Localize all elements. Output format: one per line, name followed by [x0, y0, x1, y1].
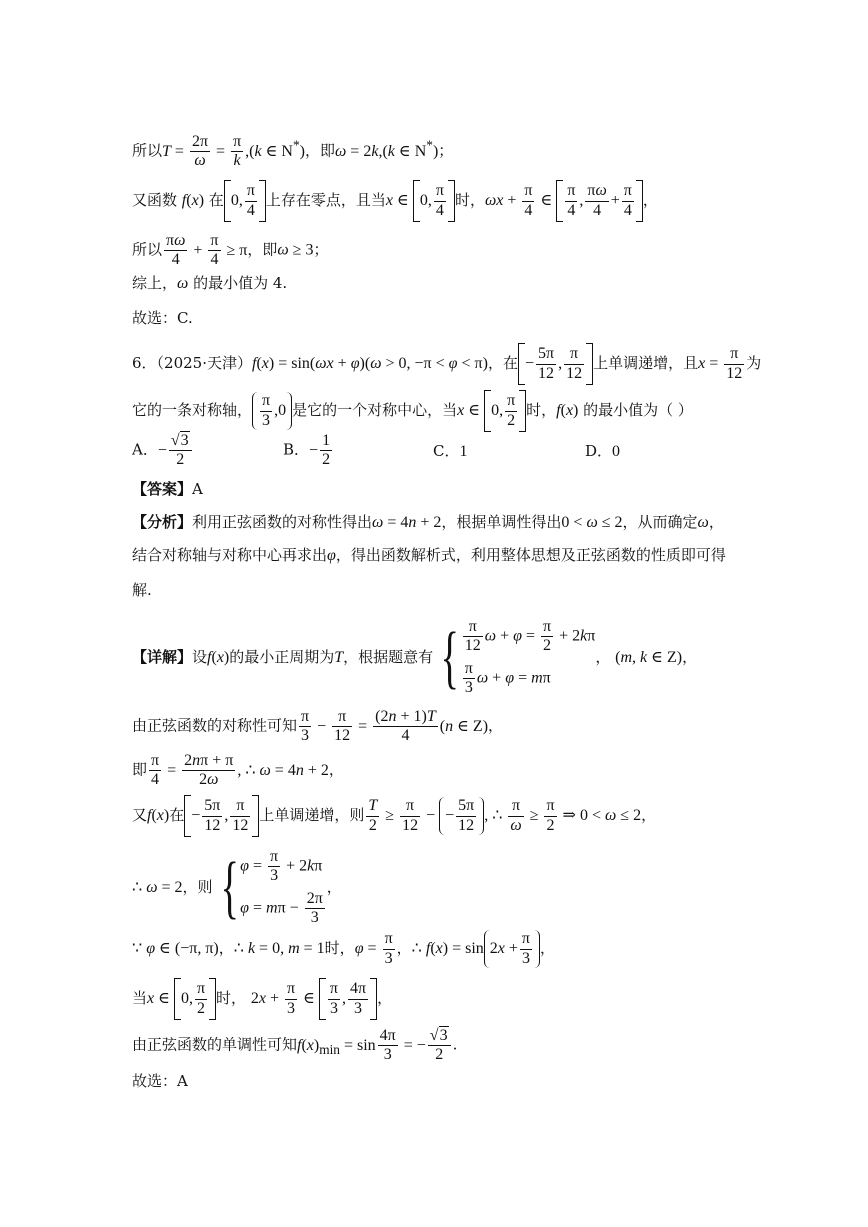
text: 在	[169, 806, 185, 824]
text: 即	[132, 760, 148, 779]
solution-line-omega-bound: 所以 $\frac{\pi\omega}{4}$ + $\frac{\pi}{4}$ ≥ π，即ω ≥ 3；	[132, 232, 329, 269]
text: ，	[595, 647, 611, 666]
analysis-line-2: 结合对称轴与对称中心再求出φ，得出函数解析式，利用整体思想及正弦函数的性质即可得	[132, 546, 726, 564]
answer-value: A	[192, 480, 203, 498]
text: ，即	[247, 240, 278, 259]
text: 所以	[132, 240, 163, 259]
detail-line-5: ∴ ω = 2，则 { φ = $\frac{\pi}{3}$ + 2kπ φ = mπ − $\frac{2\pi}{3}$ ，	[132, 848, 342, 927]
text: 综上，	[132, 274, 178, 292]
text: 上存在零点，且当	[265, 191, 386, 209]
detail-line-3: 即 $\frac{\pi}{4}$ = $\frac{2n\pi + \pi}{2\omega}$ , ∴ ω = 4n + 2，	[132, 752, 344, 789]
choice-line	[132, 306, 768, 330]
text: ，得出函数解析式，利用整体思想及正弦函数的性质即可得	[335, 546, 726, 564]
text: ，根据题意有	[343, 647, 434, 666]
text: 设	[192, 647, 208, 666]
text: ，	[642, 191, 658, 209]
text: 时，	[216, 989, 247, 1007]
equation-system: { $\frac{\pi}{12}$ ω + φ = $\frac{\pi}{2}$ + 2kπ $\frac{\pi}{3}$ ω + φ = mπ	[440, 618, 596, 697]
option-value: 0	[612, 443, 621, 460]
text: ，	[218, 939, 234, 957]
text: 又	[132, 806, 148, 824]
option-value: 1	[459, 443, 468, 460]
text: ，	[708, 513, 724, 531]
text: .	[452, 1035, 458, 1054]
detail-line-9	[132, 1069, 768, 1093]
detail-line-6: ∵ φ ∈ (−π, π)，∴ k = 0, m = 1时，φ = $\frac{\pi}{3}$ ，∴ f(x) = sin 2x + $\frac{\pi}{3}$ ，	[132, 930, 556, 967]
text: 上单调递增，则	[259, 806, 365, 824]
text: 时，	[454, 191, 485, 209]
text: 时，	[526, 401, 557, 419]
option-label: D．	[585, 442, 613, 460]
option-label: A．	[132, 440, 158, 459]
text: 解.	[132, 581, 152, 599]
option-b: B．− $\frac{1}{2}$	[283, 432, 331, 469]
detail-line-4: 又f(x)在 − $\frac{5\pi}{12}$ , $\frac{\pi}{12}$ 上单调递增，则 $\frac{T}{2}$ ≥ $\frac{\pi}{12}$ − − $\frac{5\pi}{12}$ , ∴ $\frac{\pi}{\omega}$ ≥ $\frac{\pi}{2}$ ⇒ 0 < ω ≤ 2，	[132, 795, 768, 837]
text: ，在	[487, 354, 518, 372]
text: ，	[326, 877, 342, 896]
option-a: A．− $\frac{√3}{2}$	[132, 432, 194, 470]
analysis-tag: 【分析】	[132, 513, 193, 531]
text: 的最小值为（ ）	[583, 401, 693, 419]
question-6-line-2: 它的一条对称轴， $\frac{\pi}{3}$ ,0 是它的一个对称中心，当x ∈ 0, $\frac{\pi}{2}$ 时，f(x) 的最小值为（ ）	[132, 390, 768, 432]
text: ，从而确定	[622, 513, 698, 531]
text: ，	[396, 939, 412, 957]
detail-line-2: 由正弦函数的对称性可知 $\frac{\pi}{3}$ − $\frac{\pi}{12}$ = $\frac{(2n + 1)T}{4}$ (n ∈ Z)，	[132, 708, 504, 745]
text: 所以	[132, 141, 163, 160]
detail-line-8: 由正弦函数的单调性可知$f(x)_{min} = \sin$ $\frac{4\pi}{3}$ = − $\frac{√3}{2}$ .	[132, 1027, 458, 1064]
question-number: 6．（2025·天津）	[132, 354, 252, 372]
text: 在	[208, 191, 224, 209]
option-c	[433, 440, 467, 461]
text: 结合对称轴与对称中心再求出	[132, 546, 328, 564]
text: ，即	[304, 141, 335, 160]
answer-tag: 【答案】	[132, 480, 193, 498]
text: ，	[488, 716, 504, 735]
phi-system: { φ = $\frac{\pi}{3}$ + 2kπ φ = mπ − $\frac{2\pi}{3}$	[220, 848, 323, 927]
text: 利用正弦函数的对称性得出	[192, 513, 373, 531]
question-6-line-1: 6．（2025·天津）f(x) = sin(ωx + φ)(ω > 0, −π < φ < π)，在 − $\frac{5\pi}{12}$ , $\frac{\pi}{12}$ 上单调递增，且x = $\frac{\pi}{12}$ 为	[132, 343, 768, 385]
text: 上单调递增，且	[593, 354, 699, 372]
text: ，	[540, 939, 556, 957]
text: 的最小正周期为	[229, 647, 335, 666]
detail-line-1: 【详解】设f(x)的最小正周期为T，根据题意有 { $\frac{\pi}{12}$ ω + φ = $\frac{\pi}{2}$ + 2kπ $\frac{\pi}{3}$ ω + φ = mπ ， (m, k ∈ Z)，	[132, 618, 698, 697]
option-d	[585, 440, 620, 461]
text: ，	[641, 806, 657, 824]
text: 故选：C.	[132, 309, 193, 327]
analysis-line-3	[132, 578, 768, 602]
text: 时，	[324, 939, 355, 957]
text: 由正弦函数的单调性可知	[132, 1035, 298, 1054]
text: ；	[313, 240, 329, 259]
text: 为	[746, 354, 762, 372]
text: 由正弦函数的对称性可知	[132, 716, 298, 735]
text: 是它的一个对称中心，当	[292, 401, 458, 419]
solution-line-period: 所以T = $\frac{2\pi}{\omega}$ = $\frac{\pi}{k}$ ,(k ∈ N*)，即ω = 2k,(k ∈ N*)；	[132, 133, 454, 170]
detail-tag: 【详解】	[132, 647, 193, 666]
option-label: C．	[433, 442, 460, 460]
text: 又函数	[132, 191, 178, 209]
text: ；	[438, 141, 454, 160]
text: ，	[328, 760, 344, 779]
text: ，根据单调性得出	[441, 513, 562, 531]
text: 的最小值为 4.	[193, 274, 288, 292]
detail-line-7: 当x ∈ 0, $\frac{\pi}{2}$ 时， 2x + $\frac{\pi}{3}$ ∈ $\frac{\pi}{3}$ , $\frac{4\pi}{3}$ ，	[132, 978, 768, 1020]
answer-line	[132, 477, 768, 501]
solution-line-zero: 又函数 f(x) 在 0, $\frac{\pi}{4}$ 上存在零点，且当x ∈ 0, $\frac{\pi}{4}$ 时，ωx + $\frac{\pi}{4}$ ∈ $\frac{\pi}{4}$ , $\frac{\pi\omega}{4}$ + $\frac{\pi}{4}$ ，	[132, 180, 768, 222]
text: ，	[377, 989, 393, 1007]
option-label: B．	[283, 440, 310, 459]
solution-line-summary: 综上，ω 的最小值为 4.	[132, 274, 288, 292]
text: 故选：A	[132, 1072, 188, 1090]
text: 它的一条对称轴，	[132, 401, 253, 419]
text: 当	[132, 989, 148, 1007]
text: ，则	[182, 877, 213, 896]
analysis-line-1: 【分析】利用正弦函数的对称性得出ω = 4n + 2，根据单调性得出0 < ω ≤ 2，从而确定ω，	[132, 513, 724, 531]
